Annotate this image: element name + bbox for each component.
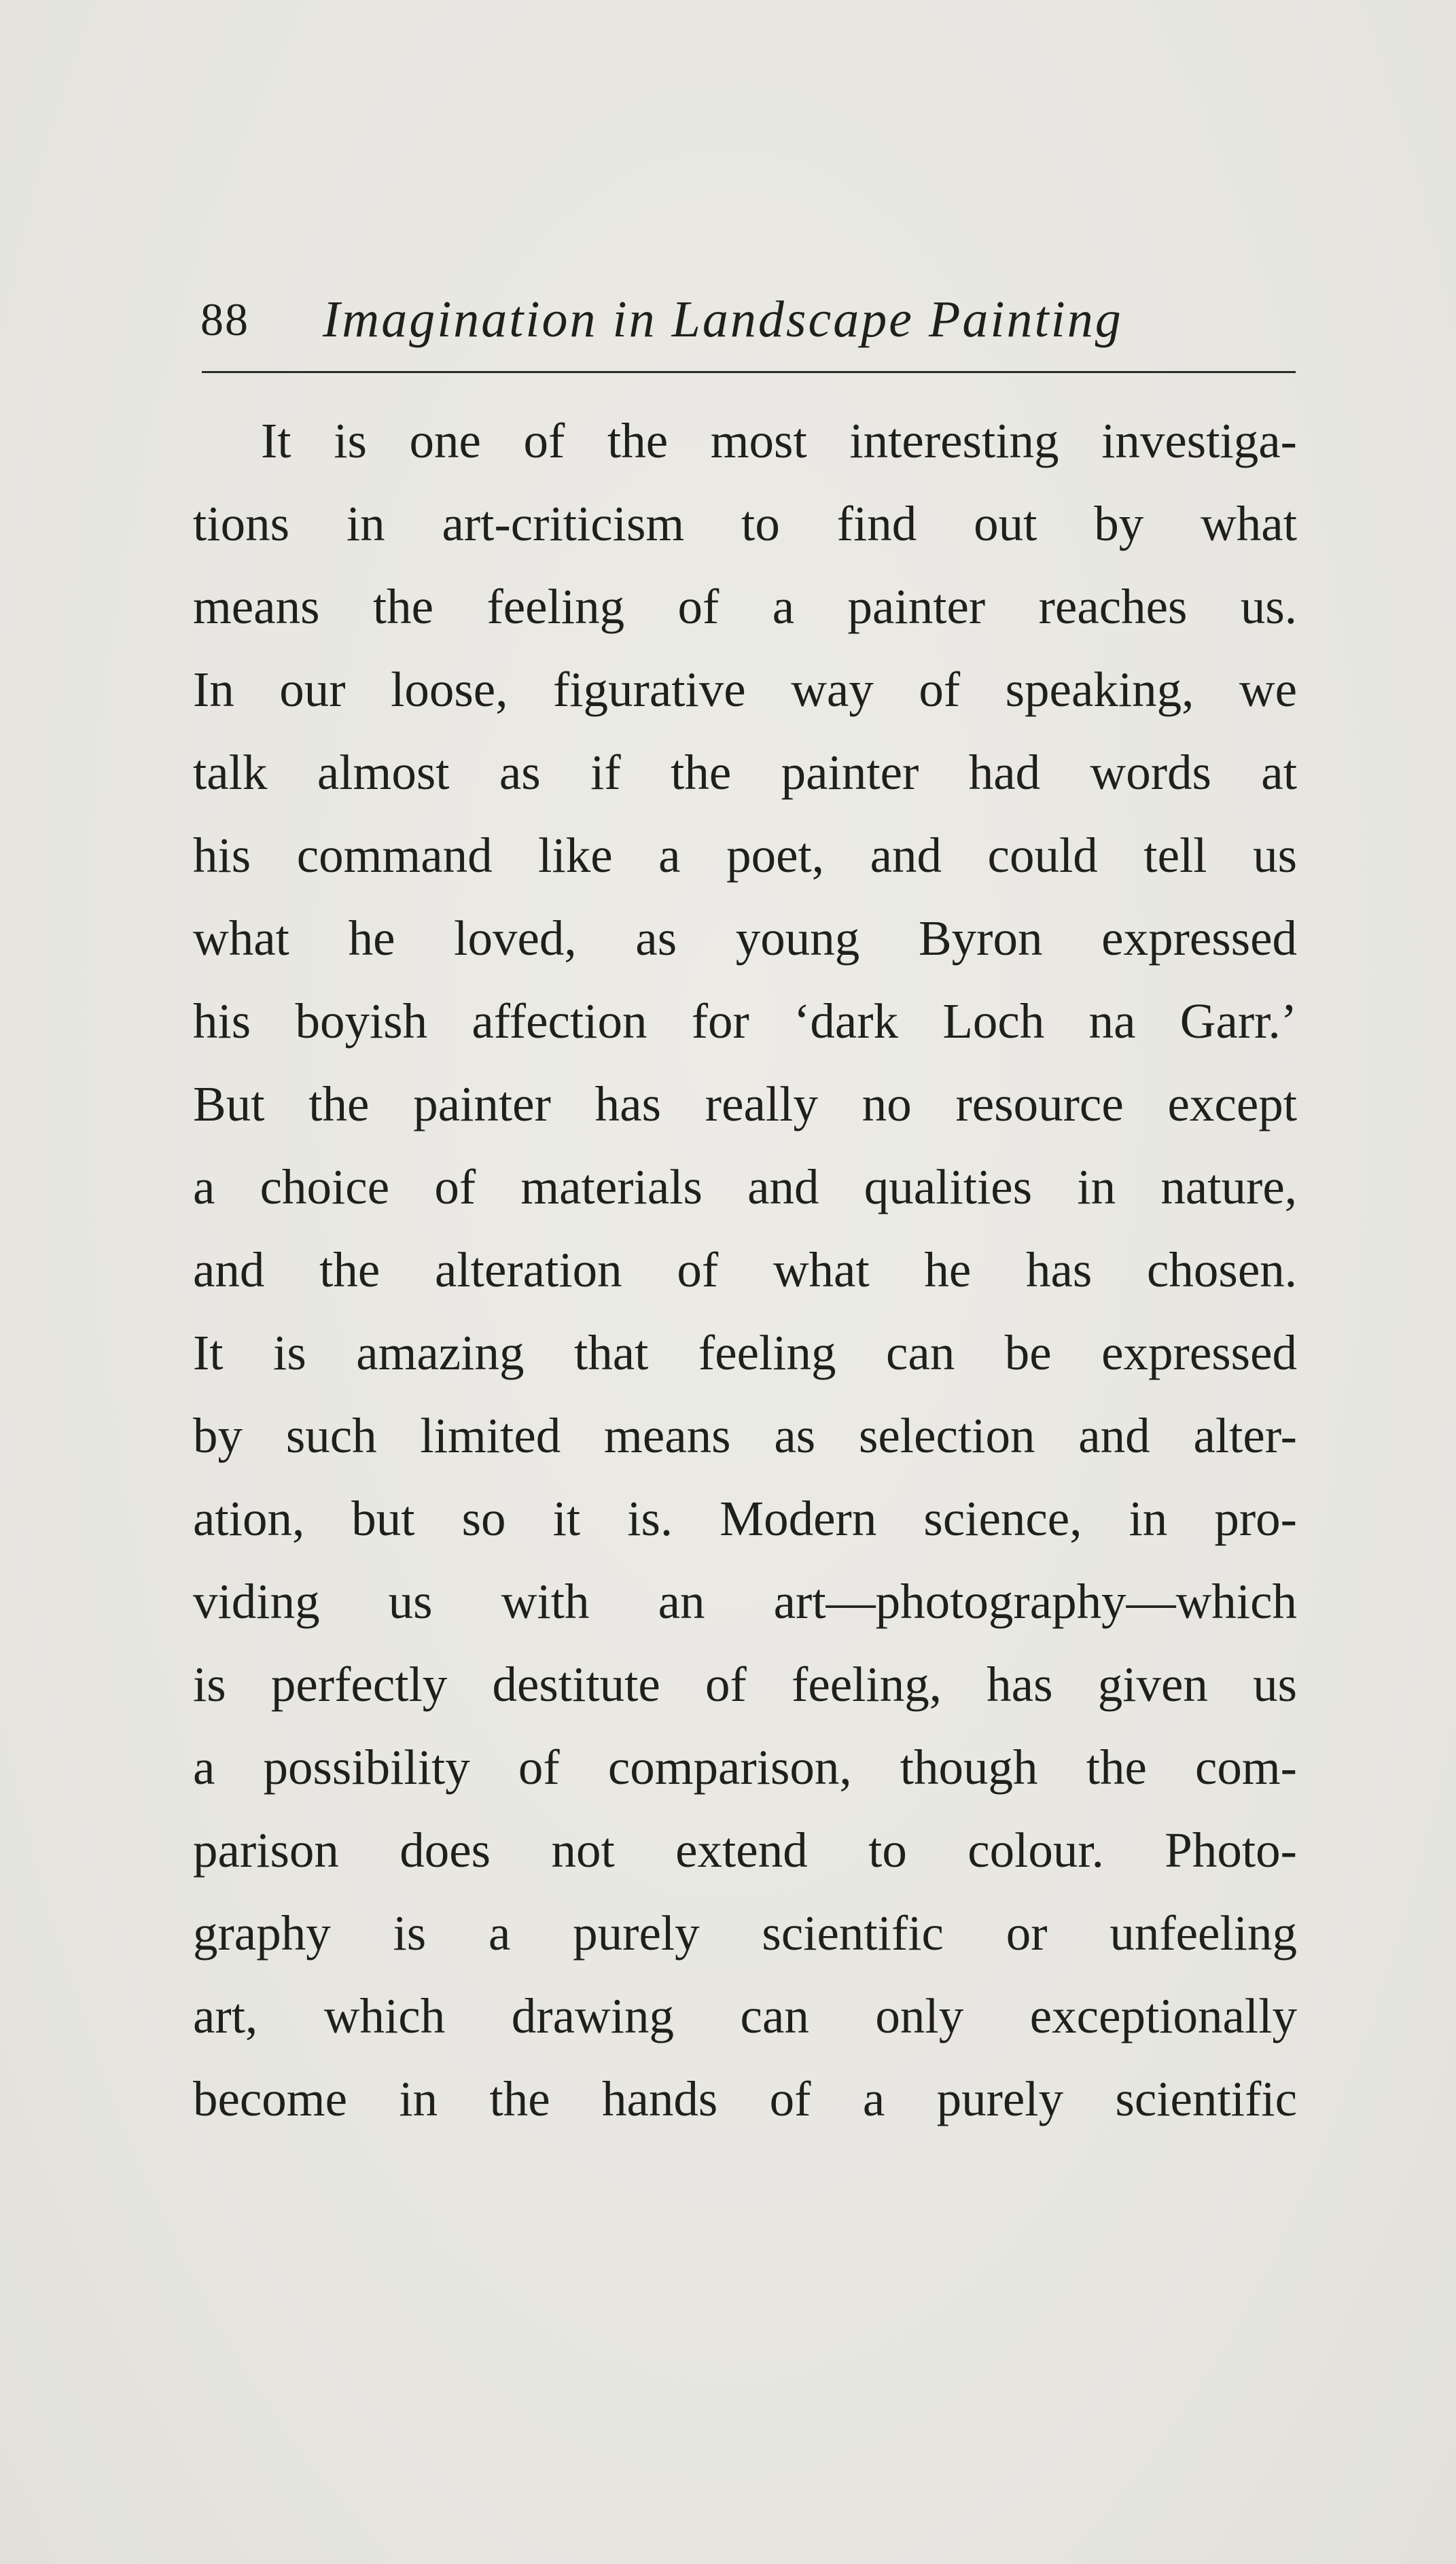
text-line: graphy is a purely scientific or unfeeling xyxy=(193,1906,1297,1961)
text-line: and the alteration of what he has chosen. xyxy=(193,1242,1297,1297)
text-line: means the feeling of a painter reaches us. xyxy=(193,579,1297,634)
text-line: It is amazing that feeling can be expressed xyxy=(193,1325,1297,1380)
text-line: talk almost as if the painter had words at xyxy=(193,745,1297,800)
text-line: But the painter has really no resource except xyxy=(193,1076,1297,1131)
text-line: In our loose, figurative way of speaking, we xyxy=(193,662,1297,717)
page-number: 88 xyxy=(200,294,249,345)
header-rule xyxy=(202,371,1296,373)
text-line: what he loved, as young Byron expressed xyxy=(193,911,1297,966)
text-line: his command like a poet, and could tell us xyxy=(193,828,1297,883)
text-line: parison does not extend to colour. Photo- xyxy=(193,1823,1297,1878)
running-head xyxy=(200,285,1298,353)
running-title: Imagination in Landscape Painting xyxy=(323,291,1123,348)
text-line: by such limited means as selection and alter- xyxy=(193,1408,1297,1463)
text-line: a possibility of comparison, though the com- xyxy=(193,1740,1297,1795)
text-line: viding us with an art—photography—which xyxy=(193,1574,1297,1629)
text-line: art, which drawing can only exceptionally xyxy=(193,1988,1297,2043)
text-line: become in the hands of a purely scientific xyxy=(193,2071,1297,2126)
body-paragraph xyxy=(193,400,1297,2141)
text-line: his boyish affection for ‘dark Loch na Garr.’ xyxy=(193,994,1297,1049)
text-line: tions in art-criticism to find out by what xyxy=(193,496,1297,551)
text-line: ation, but so it is. Modern science, in pro- xyxy=(193,1491,1297,1546)
text-line: a choice of materials and qualities in nature, xyxy=(193,1159,1297,1214)
text-line: is perfectly destitute of feeling, has given us xyxy=(193,1657,1297,1712)
text-line: It is one of the most interesting investiga- xyxy=(261,413,1297,468)
